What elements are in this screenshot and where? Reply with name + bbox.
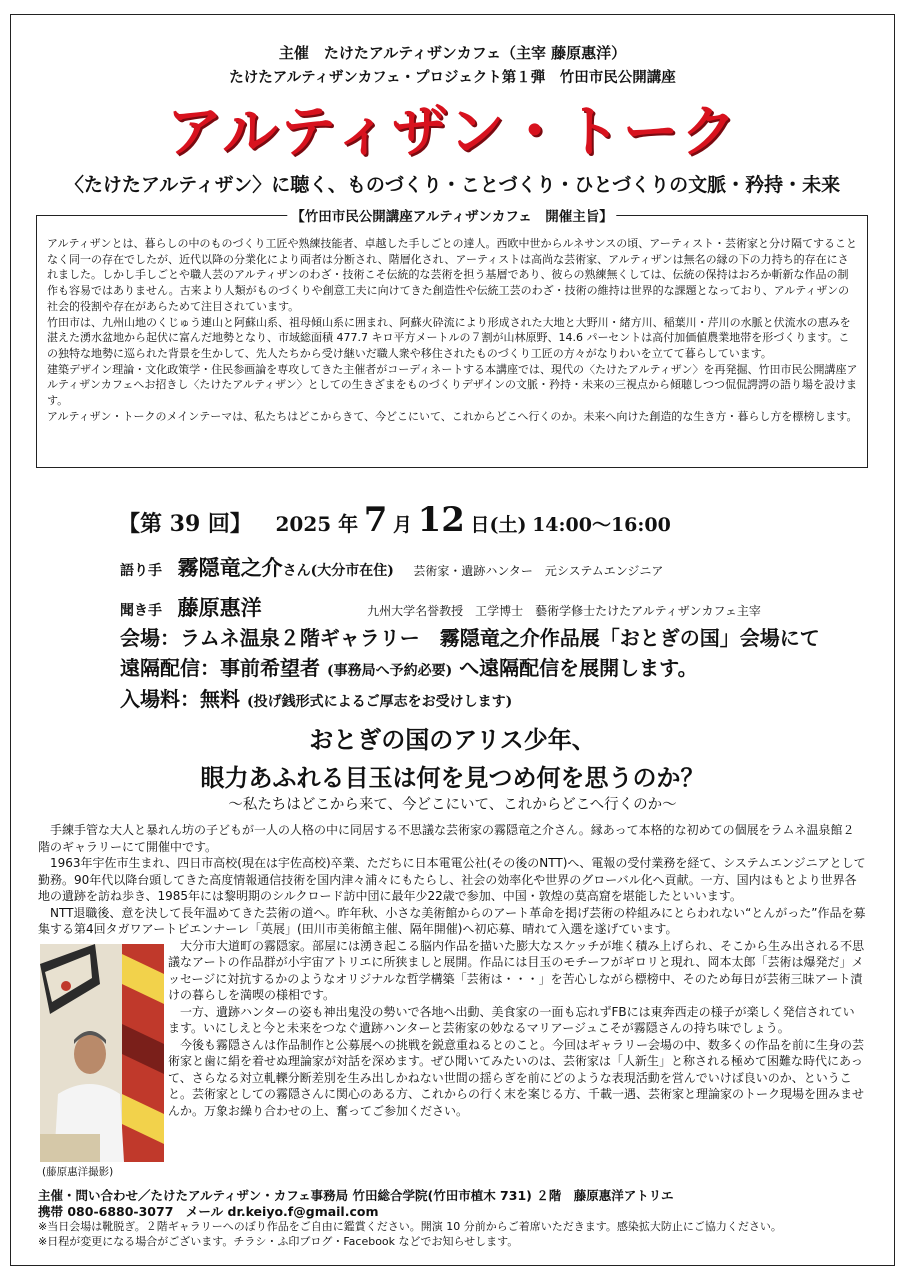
footer-contact: 主催・問い合わせ／たけたアルティザン・カフェ事務局 竹田総合学院(竹田市植木 731) ２階 藤原惠洋アトリエ	[38, 1188, 674, 1203]
tagline: 〈たけたアルティザン〉に聴く、ものづくり・ことづくり・ひとづくりの文脈・矜持・未来	[64, 174, 841, 196]
article-paragraph: 1963年宇佐市生まれ、四日市高校(現在は宇佐高校)卒業、ただちに日本電電公社(その後のNTT)へ、電報の受付業務を経て、システムエンジニアとして勤務。90年代以降台頭してきた高度情報通信技術を国内津々浦々にもたらし、社会の効率化や世界のグローバル化へ貢献。一方、国内はもとより世界各地の遺跡を訪ね歩き、1985年には黎明期のシルクロード訪中団に最年少22歳で参加、中国・敦煌の莫高窟を堪能したといいます。	[38, 856, 866, 903]
article-paragraph: 大分市大道町の霧隠家。部屋には湧き起こる脳内作品を描いた膨大なスケッチが堆く積み上げられ、そこから生み出される不思議なアートの作品群が小宇宙アトリエに所狭ましと展開。作品には目玉のモチーフがギロリと現れ、岡本太郎「芸術は爆発だ」メッセージに対抗するかのようなオリジナルな哲学構築「芸術は・・・」を苦心しながら標榜中、そのため毎日が芸術三昧アート漬けの暮らしを満喫の様相です。	[168, 938, 865, 1002]
listener-label: 聞き手	[120, 603, 162, 619]
article-paragraph: 一方、遺跡ハンターの姿も神出鬼没の勢いで各地へ出動、美食家の一面も忘れずFBには東奔西走の様子が楽しく発信されています。いにしえと今と未来をつなぐ遺跡ハンターと芸術家の妙なるマリアージュこそが霧隠さんの持ち味でしょう。	[168, 1004, 855, 1035]
event-day: 12	[417, 500, 465, 540]
purpose-box	[36, 209, 868, 468]
footer-phone-email: 携帯 080-6880-3077 メール dr.keiyo.f@gmail.com	[38, 1204, 379, 1219]
speaker-profile: 芸術家・遺跡ハンター 元システムエンジニア	[413, 564, 664, 578]
purpose-paragraph: アルティザンとは、暮らしの中のものづくり工匠や熟練技能者、卓越した手しごとの達人。西欧中世からルネサンスの頃、アーティスト・芸術家と分け隔てすることなく同一の存在でしたが、近代以降の分業化により両者は分断され、階層化され、アーティストは高尚な芸術家、アルティザンは無名の縁の下の力持ち的存在にされました。しかし手しごとや職人芸のアルティザンのわざ・技術こそ伝統的な芸術を担う基層であり、彼らの熟練無くしては、伝統の保持はおろか斬新な作品の制作も容易ではありません。古来より人類がものづくりや創意工夫に向けてきた創造性や伝統工芸のわざ・技術の維持は世界的な課題となっており、アルティザンの社会的役割や存在があらためて注目されています。	[47, 237, 858, 313]
fee-note: (投げ銭形式によるご厚志をお受けします)	[246, 694, 513, 710]
artist-photo	[40, 944, 164, 1162]
event-weekday: (土)	[489, 514, 527, 536]
headline-line-3: 〜私たちはどこから来て、今どこにいて、これからどこへ行くのか〜	[228, 797, 677, 813]
purpose-paragraph: 竹田市は、九州山地のくじゅう連山と阿蘇山系、祖母傾山系に囲まれ、阿蘇火砕流により形成された大地と大野川・緒方川、稲葉川・芹川の水脈と伏流水の恵みを湛えた湧水盆地から起伏に富んだ地勢となり、市域総面積 477.7 キロ平方メートルの７割が山林原野、14.6 パーセントは高付加価値農業地帯を形づくります。この独特な地勢に巡られた背景を生かして、先人たちから受け継いだ職人衆や移住されたものづくり工匠の方々がなりわいを立てて暮らしています。	[47, 315, 851, 360]
listener-profile: 九州大学名誉教授 工学博士 藝術学修士たけたアルティザンカフェ主宰	[367, 604, 761, 618]
purpose-paragraph: アルティザン・トークのメインテーマは、私たちはどこからきて、今どこにいて、これからどこへ行くのか。未来へ向けた創造的な生き方・暮らし方を標榜します。	[47, 409, 858, 423]
listener-name: 藤原惠洋	[177, 595, 262, 620]
headline-line-1: おとぎの国のアリス少年、	[309, 725, 596, 754]
series-subtitle: たけたアルティザンカフェ・プロジェクト第１弾 竹田市民公開講座	[229, 69, 676, 86]
event-date-row	[118, 500, 671, 540]
purpose-paragraph: 建築デザイン理論・文化政策学・住民参画論を専攻してきた主催者がコーディネートする本講座では、現代の〈たけたアルティザン〉を再発掘、竹田市民公開講座アルティザンカフェへお招きし〈たけたアルティザン〉としての生きざまをものづくりデザインの文脈・矜持・未来の三視点から傾聴しつつ侃侃諤諤の語り場を設けます。	[47, 362, 858, 408]
organizer-line: 主催 たけたアルティザンカフェ（主宰 藤原惠洋）	[278, 44, 627, 62]
episode-number: 【第 39 回】	[118, 511, 252, 537]
remote-main: 遠隔配信：事前希望者	[120, 656, 320, 680]
fee-main: 入場料：無料	[120, 687, 240, 711]
footer-note-1: ※当日会場は靴脱ぎ。２階ギャラリーへのぼり作品をご自由に鑑賞ください。開演 10 分前からご着席いただきます。感染拡大防止にご協力ください。	[38, 1220, 782, 1233]
article-paragraph: NTT退職後、意を決して長年温めてきた芸術の道へ。昨年秋、小さな美術館からのアート革命を掲げ芸術の枠組みにとらわれない“とんがった”作品を募集する第4回タガワアートビエンナーレ「英展」(田川市美術館主催、隔年開催)へ初応募、晴れて入選を遂げています。	[38, 905, 866, 936]
purpose-body	[47, 236, 859, 424]
venue-line: 会場：ラムネ温泉２階ギャラリー 霧隠竜之介作品展「おとぎの国」会場にて	[120, 626, 820, 650]
event-month: 7	[363, 500, 388, 540]
artist-photo-illustration	[40, 944, 164, 1162]
purpose-heading: 【竹田市民公開講座アルティザンカフェ 開催主旨】	[287, 205, 616, 225]
remote-line	[120, 652, 698, 681]
speaker-name: 霧隠竜之介	[177, 555, 283, 580]
speaker-suffix: さん(大分市在住)	[282, 563, 394, 579]
remote-note: (事務局へ予約必要)	[326, 663, 453, 679]
speaker-label: 語り手	[120, 563, 162, 579]
page-title: アルティザン・トーク	[166, 99, 739, 165]
footer-note-2: ※日程が変更になる場合がございます。チラシ・ふ印ブログ・Facebook などでお知らせします。	[38, 1235, 519, 1248]
event-time: 14:00〜16:00	[532, 514, 671, 536]
article-paragraph: 手練手管な大人と暴れん坊の子どもが一人の人格の中に同居する不思議な芸術家の霧隠竜之介さん。縁あって本格的な初めての個展をラムネ温泉館２階のギャラリーにて開催中です。	[38, 823, 855, 854]
event-day-unit: 日	[470, 514, 490, 536]
photo-caption: (藤原惠洋撮影)	[42, 1166, 114, 1178]
listener-row	[120, 592, 761, 622]
fee-line	[120, 683, 512, 712]
event-month-unit: 月	[392, 514, 412, 536]
speaker-row	[120, 552, 663, 582]
event-year: 2025 年	[275, 512, 359, 536]
headline-line-2: 眼力あふれる目玉は何を見つめ何を思うのか？	[200, 763, 705, 792]
article-paragraph: 今後も霧隠さんは作品制作と公募展への挑戦を鋭意重ねるとのこと。今回はギャラリー会場の中、数多くの作品を前に生身の芸術家と歯に絹を着せぬ理論家が対話を深めます。ぜひ聞いてみたいのは、芸術家は「人新生」と称される極めて困難な時代にあって、さらなる対立軋轢分断差別を生み出しかねない世間の揺らぎを前にどのような表現活動を営んでいけば良いのか、ということ。芸術家としての霧隠さんに関心のある方、これからの行く末を案じる方、千載一遇、芸術家と理論家のトーク現場を囲みませんか。万象お繰り合わせの上、奮ってご参加ください。	[168, 1037, 865, 1118]
remote-tail: へ遠隔配信を展開します。	[459, 656, 698, 680]
